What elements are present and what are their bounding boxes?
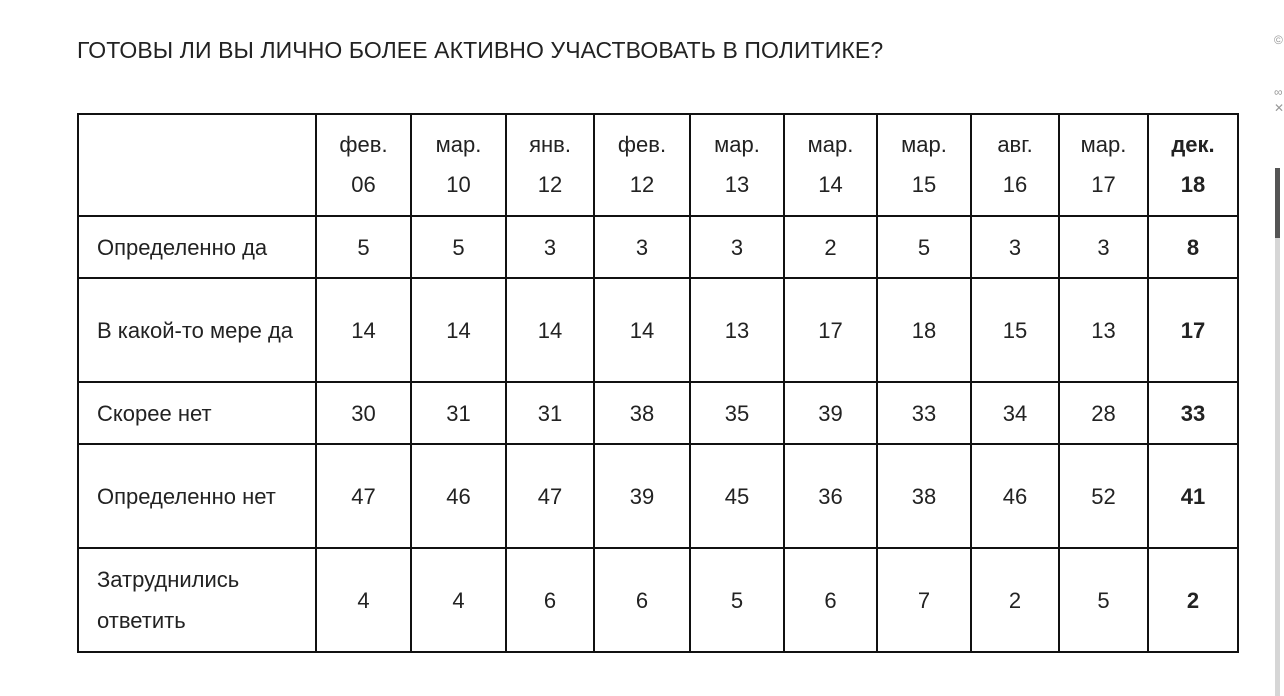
table-row (78, 444, 1238, 548)
value-cell: 52 (1059, 444, 1148, 548)
row-label: Определенно да (78, 216, 316, 278)
value-cell: 47 (506, 444, 594, 548)
row-label: Определенно нет (78, 444, 316, 548)
column-header: мар. 17 (1059, 114, 1148, 216)
value-cell: 5 (690, 548, 784, 652)
value-cell: 5 (877, 216, 971, 278)
value-cell: 2 (784, 216, 877, 278)
value-cell: 46 (411, 444, 506, 548)
value-cell: 15 (971, 278, 1059, 382)
row-label: В какой-то мере да (78, 278, 316, 382)
value-cell-latest: 41 (1148, 444, 1238, 548)
column-header: фев. 06 (316, 114, 411, 216)
value-cell: 47 (316, 444, 411, 548)
value-cell-latest: 2 (1148, 548, 1238, 652)
value-cell: 5 (411, 216, 506, 278)
right-edge-strip (1266, 0, 1284, 696)
header-row (78, 114, 1238, 216)
value-cell: 31 (411, 382, 506, 444)
row-label: Скорее нет (78, 382, 316, 444)
table-row (78, 548, 1238, 652)
value-cell: 39 (784, 382, 877, 444)
column-header: мар. 13 (690, 114, 784, 216)
value-cell: 3 (506, 216, 594, 278)
value-cell: 13 (1059, 278, 1148, 382)
value-cell: 5 (1059, 548, 1148, 652)
value-cell: 4 (411, 548, 506, 652)
close-icon: ✕ (1274, 101, 1284, 115)
value-cell: 14 (594, 278, 690, 382)
column-header: мар. 10 (411, 114, 506, 216)
value-cell: 14 (316, 278, 411, 382)
value-cell: 7 (877, 548, 971, 652)
value-cell: 46 (971, 444, 1059, 548)
column-header: фев. 12 (594, 114, 690, 216)
value-cell: 45 (690, 444, 784, 548)
value-cell: 14 (506, 278, 594, 382)
scrollbar-track[interactable] (1275, 238, 1280, 696)
value-cell: 35 (690, 382, 784, 444)
value-cell: 6 (506, 548, 594, 652)
value-cell: 38 (877, 444, 971, 548)
value-cell: 13 (690, 278, 784, 382)
column-header: авг. 16 (971, 114, 1059, 216)
value-cell-latest: 17 (1148, 278, 1238, 382)
column-header: мар. 14 (784, 114, 877, 216)
page-title: ГОТОВЫ ЛИ ВЫ ЛИЧНО БОЛЕЕ АКТИВНО УЧАСТВОВАТЬ В ПОЛИТИКЕ? (77, 37, 884, 63)
poll-table (77, 113, 1239, 653)
value-cell: 4 (316, 548, 411, 652)
corner-cell (78, 114, 316, 216)
value-cell: 30 (316, 382, 411, 444)
value-cell: 33 (877, 382, 971, 444)
value-cell: 28 (1059, 382, 1148, 444)
value-cell: 3 (594, 216, 690, 278)
column-header: янв. 12 (506, 114, 594, 216)
value-cell-latest: 33 (1148, 382, 1238, 444)
value-cell: 17 (784, 278, 877, 382)
table-row (78, 382, 1238, 444)
value-cell: 14 (411, 278, 506, 382)
value-cell: 3 (971, 216, 1059, 278)
table-row (78, 216, 1238, 278)
column-header-latest: дек. 18 (1148, 114, 1238, 216)
value-cell: 6 (594, 548, 690, 652)
value-cell: 39 (594, 444, 690, 548)
value-cell: 38 (594, 382, 690, 444)
value-cell: 3 (1059, 216, 1148, 278)
value-cell: 2 (971, 548, 1059, 652)
value-cell: 3 (690, 216, 784, 278)
value-cell: 18 (877, 278, 971, 382)
table-row (78, 278, 1238, 382)
value-cell: 36 (784, 444, 877, 548)
value-cell: 6 (784, 548, 877, 652)
copyright-icon: © (1274, 33, 1283, 47)
value-cell: 31 (506, 382, 594, 444)
scrollbar-thumb[interactable] (1275, 168, 1280, 238)
value-cell-latest: 8 (1148, 216, 1238, 278)
column-header: мар. 15 (877, 114, 971, 216)
value-cell: 34 (971, 382, 1059, 444)
share-icon: ∞ (1274, 85, 1283, 99)
value-cell: 5 (316, 216, 411, 278)
row-label: Затруднились ответить (78, 548, 316, 652)
